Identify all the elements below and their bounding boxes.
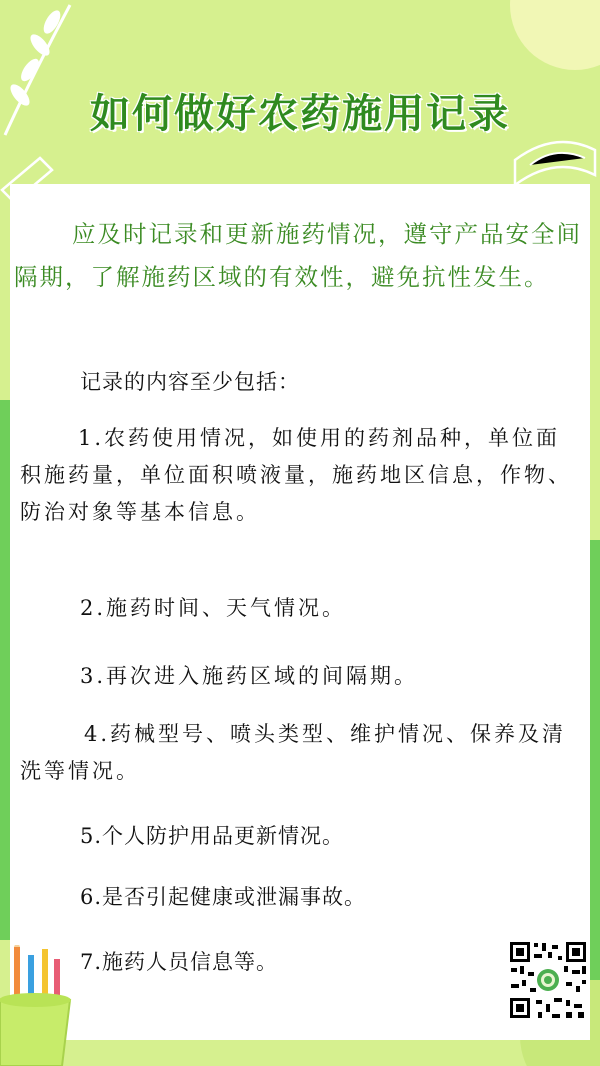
bg-stripe-decoration bbox=[0, 400, 10, 940]
list-item: 5.个人防护用品更新情况。 bbox=[80, 824, 345, 848]
list-item: 1.农药使用情况，如使用的药剂品种，单位面积施药量，单位面积喷液量，施药地区信息，作物、防治对象等基本信息。 bbox=[20, 426, 572, 524]
list-item: 2.施药时间、天气情况。 bbox=[80, 596, 347, 620]
list-item: 6.是否引起健康或泄漏事故。 bbox=[80, 885, 367, 909]
page-title: 如何做好农药施用记录 bbox=[90, 91, 510, 137]
list-subheading: 记录的内容至少包括： bbox=[80, 370, 300, 394]
bg-circle-decoration bbox=[510, 0, 600, 70]
list-item: 3.再次进入施药区域的间隔期。 bbox=[80, 664, 419, 688]
qr-code-icon[interactable] bbox=[508, 940, 588, 1020]
pencil-cup-icon bbox=[0, 945, 80, 1066]
list-item: 4.药械型号、喷头类型、维护情况、保养及清洗等情况。 bbox=[20, 722, 567, 783]
intro-paragraph: 应及时记录和更新施药情况，遵守产品安全间隔期，了解施药区域的有效性，避免抗性发生。 bbox=[14, 220, 582, 291]
list-item: 7.施药人员信息等。 bbox=[80, 950, 279, 974]
